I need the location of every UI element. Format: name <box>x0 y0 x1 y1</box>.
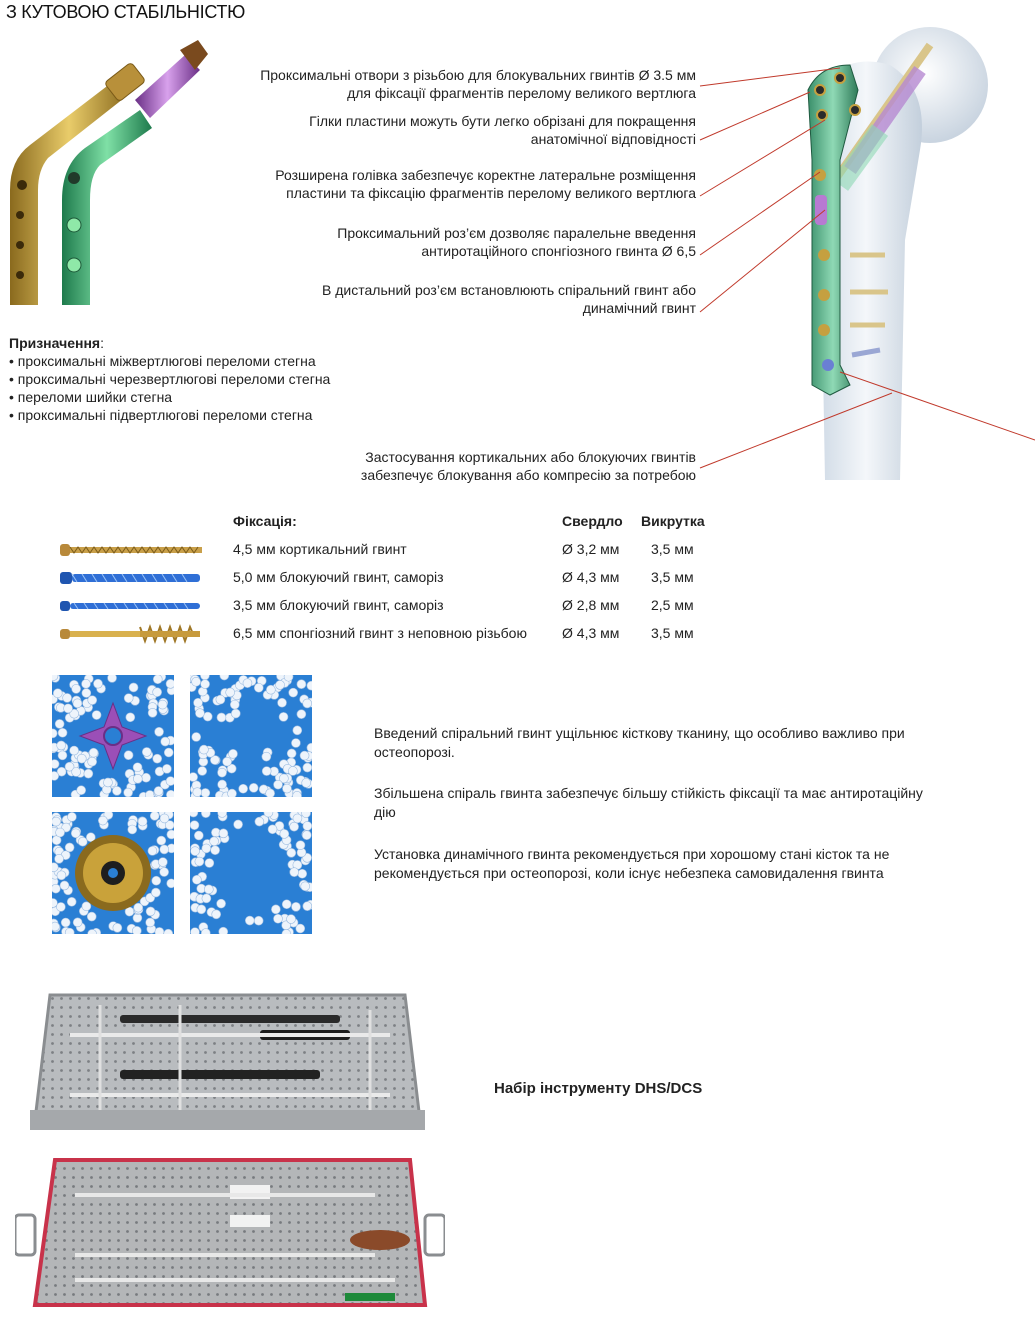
purpose-heading: Призначення <box>9 335 101 351</box>
instrument-set-label: Набір інструменту DHS/DCS <box>494 1080 703 1097</box>
bone-compaction-tile-1 <box>52 675 174 797</box>
callout-distal-slot: В дистальний роз’єм встановлюють спіральний гвинт або динамічний гвинт <box>322 282 696 316</box>
callout-proximal-slot: Проксимальний роз’єм дозволяє паралельне введення антиротаційного спонгіозного гвинта Ø 6,5 <box>337 225 696 259</box>
purpose-item: • проксимальні підвертлюгові переломи стегна <box>9 407 313 423</box>
bone-compaction-tile-4 <box>190 812 312 934</box>
callout-plate-branches: Гілки пластини можуть бути легко обрізані для покращення анатомічної відповідності <box>309 113 696 147</box>
table-row <box>40 536 740 564</box>
row-drill: Ø 3,2 мм <box>562 541 620 557</box>
header-driver: Викрутка <box>641 513 705 529</box>
header-drill: Свердло <box>562 513 623 529</box>
cancellous-screw-icon <box>58 624 208 644</box>
purpose-item: • переломи шийки стегна <box>9 389 173 405</box>
table-row <box>40 592 740 620</box>
row-driver: 3,5 мм <box>651 625 694 641</box>
header-fixation: Фіксація: <box>233 513 297 529</box>
description-helical-compaction: Введений спіральний гвинт ущільнює кісткову тканину, що особливо важливо при остеопорозі. <box>374 725 905 760</box>
instrument-tray-lower-image <box>15 1155 445 1315</box>
row-name: 4,5 мм кортикальний гвинт <box>233 541 407 557</box>
callout-extended-head: Розширена голівка забезпечує коректне латеральне розміщення пластини та фіксацію фрагментів перелому великого вертлюга <box>275 167 696 201</box>
locking-screw-5-icon <box>58 570 208 586</box>
purpose-item: • проксимальні черезвертлюгові переломи стегна <box>9 371 331 387</box>
table-row <box>40 564 740 592</box>
row-driver: 3,5 мм <box>651 541 694 557</box>
table-row <box>40 620 740 648</box>
row-name: 6,5 мм спонгіозний гвинт з неповною різьбою <box>233 625 527 641</box>
cortical-screw-icon <box>58 542 208 558</box>
description-dynamic-screw: Установка динамічного гвинта рекомендується при хорошому стані кісток та не рекомендується при остеопорозі, коли існує небезпека самовидалення гвинта <box>374 846 890 881</box>
purpose-item: • проксимальні міжвертлюгові переломи стегна <box>9 353 316 369</box>
callout-cortical-locking: Застосування кортикальних або блокуючих гвинтів забезпечує блокування або компресію за потребою <box>360 449 696 483</box>
row-name: 3,5 мм блокуючий гвинт, саморіз <box>233 597 444 613</box>
bone-compaction-tile-2 <box>190 675 312 797</box>
row-driver: 3,5 мм <box>651 569 694 585</box>
table-header-row <box>40 508 740 536</box>
purpose-section: Призначення: • проксимальні міжвертлюгові переломи стегна • проксимальні черезвертлюгові переломи стегна • переломи шийки стегна • проксимальні підвертлюгові переломи стегна <box>9 335 331 423</box>
row-name: 5,0 мм блокуючий гвинт, саморіз <box>233 569 444 585</box>
row-drill: Ø 2,8 мм <box>562 597 620 613</box>
description-enlarged-helix: Збільшена спіраль гвинта забезпечує більшу стійкість фіксації та має антиротаційну дію <box>374 785 923 820</box>
bone-compaction-tile-3 <box>52 812 174 934</box>
row-drill: Ø 4,3 мм <box>562 625 620 641</box>
instrument-tray-upper-image <box>30 985 425 1135</box>
page-title: З КУТОВОЮ СТАБІЛЬНІСТЮ <box>6 2 246 22</box>
callout-proximal-holes: Проксимальні отвори з різьбою для блокувальних гвинтів Ø 3.5 мм для фіксації фрагментів перелому великого вертлюга <box>260 67 696 101</box>
row-drill: Ø 4,3 мм <box>562 569 620 585</box>
row-driver: 2,5 мм <box>651 597 694 613</box>
locking-screw-3-5-icon <box>58 598 208 614</box>
